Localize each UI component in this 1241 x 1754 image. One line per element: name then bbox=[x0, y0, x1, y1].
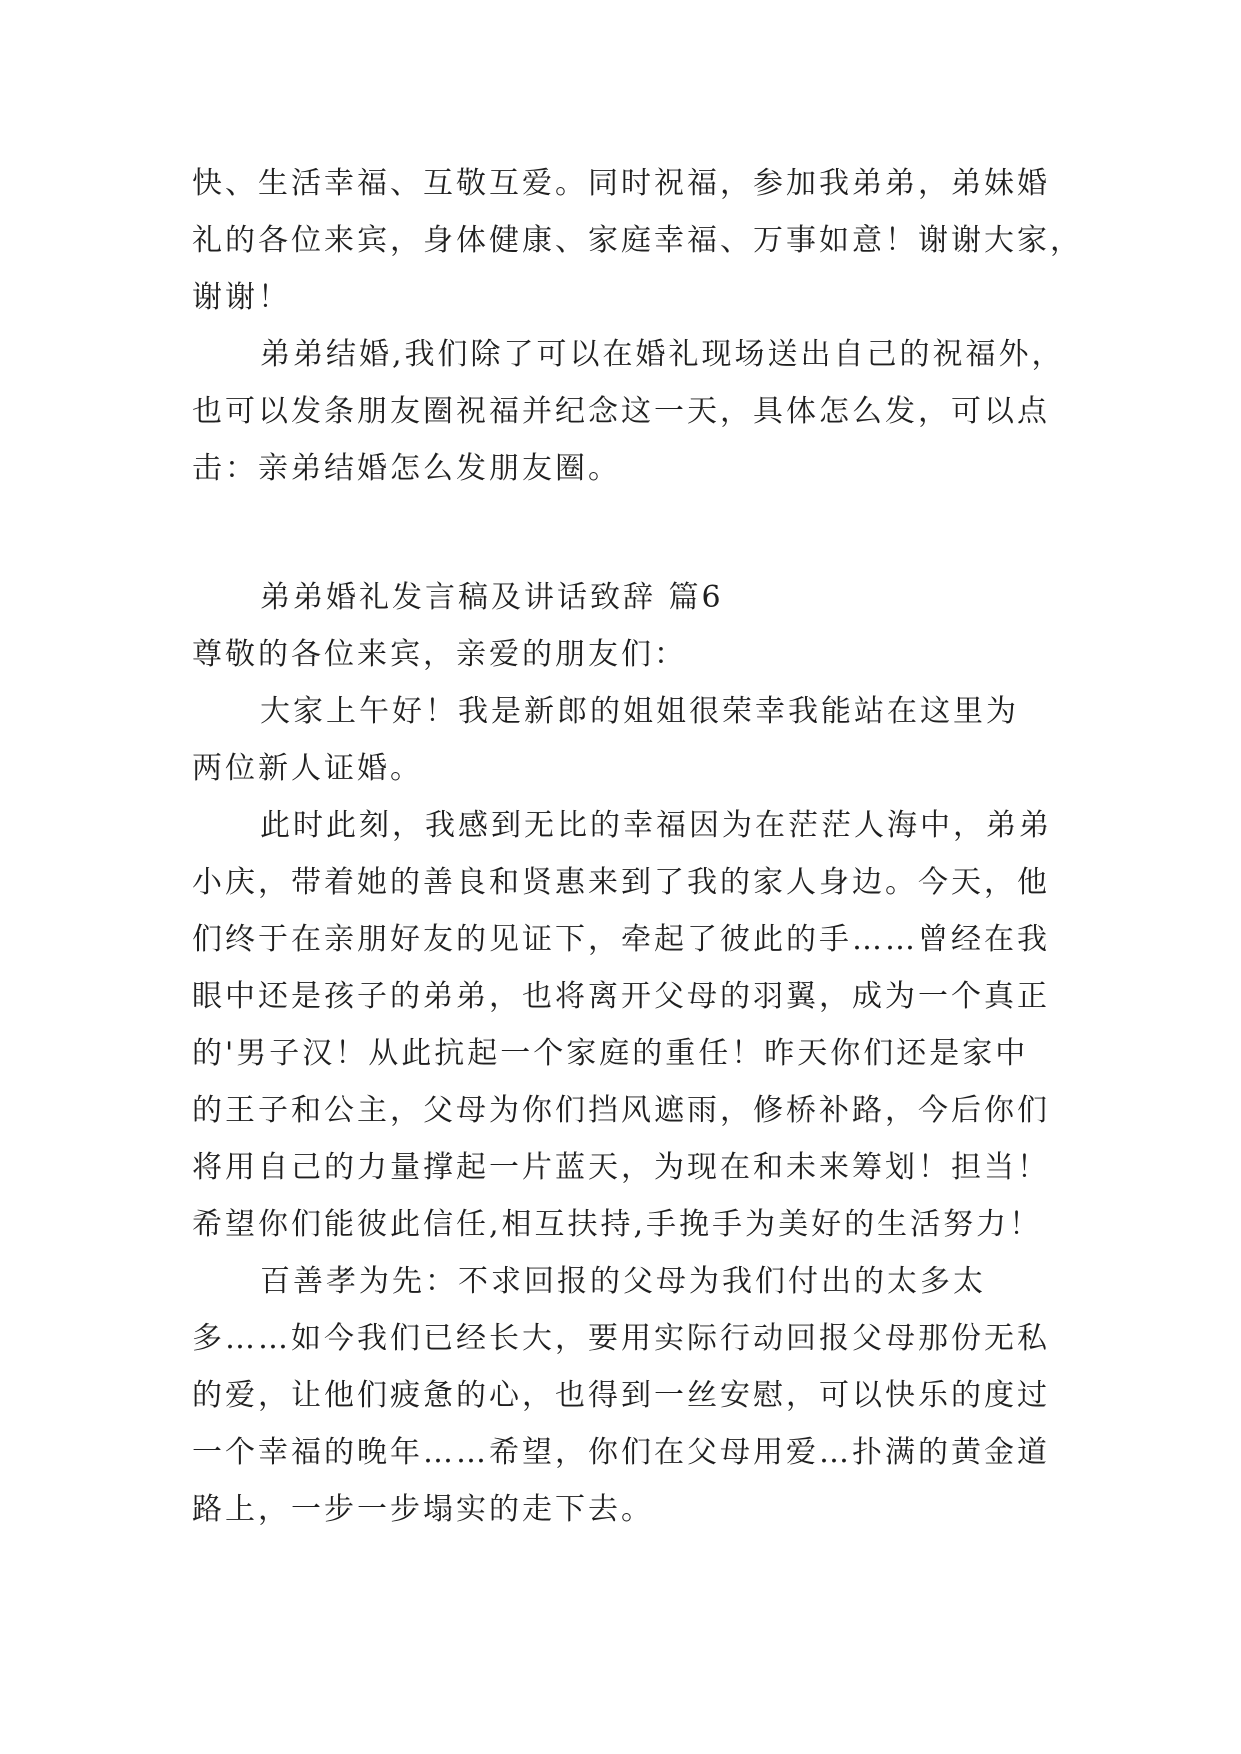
text-line: 礼的各位来宾，身体健康、家庭幸福、万事如意！谢谢大家， bbox=[192, 223, 1083, 258]
text-line: 的王子和公主，父母为你们挡风遮雨，修桥补路，今后你们 bbox=[192, 1093, 1050, 1128]
paragraph-block-1 bbox=[192, 155, 1083, 497]
text-line: 多……如今我们已经长大，要用实际行动回报父母那份无私 bbox=[192, 1321, 1050, 1356]
paragraph-block-2 bbox=[192, 626, 1072, 1538]
text-line: 将用自己的力量撑起一片蓝天，为现在和未来筹划！担当！ bbox=[192, 1150, 1050, 1185]
text-line: 小庆，带着她的善良和贤惠来到了我的家人身边。今天，他 bbox=[192, 865, 1050, 900]
text-line: 眼中还是孩子的弟弟，也将离开父母的羽翼，成为一个真正 bbox=[192, 979, 1050, 1014]
text-line: 此时此刻，我感到无比的幸福因为在茫茫人海中，弟弟 bbox=[260, 808, 1052, 843]
text-line: 路上，一步一步塌实的走下去。 bbox=[192, 1492, 654, 1527]
text-line: 大家上午好！我是新郎的姐姐很荣幸我能站在这里为 bbox=[260, 694, 1019, 729]
text-line: 两位新人证婚。 bbox=[192, 751, 423, 786]
text-line: 也可以发条朋友圈祝福并纪念这一天，具体怎么发，可以点 bbox=[192, 394, 1050, 429]
text-line: 弟弟结婚,我们除了可以在婚礼现场送出自己的祝福外， bbox=[260, 337, 1065, 372]
section-title: 弟弟婚礼发言稿及讲话致辞 篇6 bbox=[260, 580, 724, 615]
text-line: 击：亲弟结婚怎么发朋友圈。 bbox=[192, 451, 621, 486]
text-line: 一个幸福的晚年……希望，你们在父母用爱…扑满的黄金道 bbox=[192, 1435, 1050, 1470]
text-line: 谢谢！ bbox=[192, 280, 291, 315]
text-line: 的'男子汉！从此抗起一个家庭的重任！昨天你们还是家中 bbox=[192, 1036, 1029, 1071]
text-line: 们终于在亲朋好友的见证下，牵起了彼此的手……曾经在我 bbox=[192, 922, 1050, 957]
salutation-line: 尊敬的各位来宾，亲爱的朋友们： bbox=[192, 637, 687, 672]
text-line: 希望你们能彼此信任,相互扶持,手挽手为美好的生活努力！ bbox=[192, 1207, 1043, 1242]
text-line: 百善孝为先：不求回报的父母为我们付出的太多太 bbox=[260, 1264, 986, 1299]
text-line: 快、生活幸福、互敬互爱。同时祝福，参加我弟弟，弟妹婚 bbox=[192, 166, 1050, 201]
section-heading-block bbox=[192, 569, 1072, 626]
text-line: 的爱，让他们疲惫的心，也得到一丝安慰，可以快乐的度过 bbox=[192, 1378, 1050, 1413]
